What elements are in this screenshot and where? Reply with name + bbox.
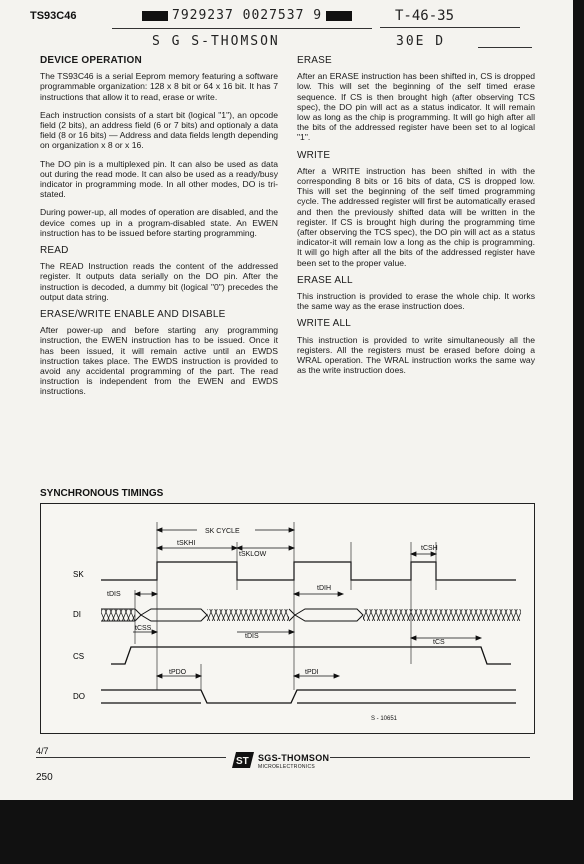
write-all-title: WRITE ALL [297,318,352,330]
sk-waveform [101,562,516,580]
barcode-mark-right [326,11,352,21]
figure-id: S - 10651 [371,716,398,722]
label-t-sklow: tSKLOW [239,551,267,558]
device-operation-p3: The DO pin is a multiplexed pin. It can also be used as data out during the read mode. It can also be used as a ready/busy indicator in programming mode. In all other modes, DO is tri-stated. [40,158,278,200]
timing-diagram [40,503,535,734]
label-t-csh: tCSH [421,545,438,552]
label-sk-cycle: SK CYCLE [205,528,240,535]
device-operation-p4: During power-up, all modes of operation are disabled, and the device comes up in a program-disabled state. An EWEN instruction has to be issued before starting programming. [40,207,278,238]
read-title: READ [40,245,69,257]
signal-label-sk: SK [73,570,84,579]
label-t-css: tCSS [135,625,152,632]
svg-text:ST: ST [236,756,249,767]
part-number: TS93C46 [30,10,77,22]
cs-waveform [111,647,511,664]
label-t-pdi: tPDI [305,669,319,676]
barcode-mark-left [142,11,168,21]
timing-diagram-svg [41,504,534,733]
write-title: WRITE [297,149,331,161]
left-column [40,56,278,405]
barcode-text: 7929237 0027537 9 [172,8,323,23]
write-paragraph: After a WRITE instruction has been shifted in with the corresponding 8 bits or 16 bits of data, CS is dropped low. This will set the beginning of the self timed programming cycle. The addressed register will first be automatically erased and then the previously shifted data will be written in the register. If CS is brought high during the programming time (after observing the TCS spec), the DO pin will act as a status indicator-it will remain low a long as the chip is programming. It will go high after all the bits of the addressed register have been set to the proper value. [297,165,535,268]
ref-underline [380,27,520,28]
date-code: 30E D [396,34,446,49]
di-waveform [101,609,521,621]
synchronous-timings-title: SYNCHRONOUS TIMINGS [40,488,164,499]
right-column [297,56,535,383]
label-t-skhi: tSKHI [177,540,196,547]
header-rule [112,28,372,29]
footer-rule-right [330,757,530,758]
st-logo-icon [232,752,254,768]
label-t-dis: tDIS [107,591,121,598]
label-t-dih: tDIH [317,585,331,592]
company-logo-subtext: MICROELECTRONICS [258,764,316,770]
signal-label-cs: CS [73,652,85,661]
erase-all-title: ERASE ALL [297,274,353,286]
read-paragraph: The READ Instruction reads the content of the addressed register. It outputs data serially on the DO pin. After the instruction is decoded, a dummy bit (logical "0") precedes the output data string. [40,261,278,302]
write-all-paragraph: This instruction is provided to write simultaneously all the registers. All the registers must be erased before doing a WRAL operation. The WRAL instruction works the same way as the write instruction does. [297,334,535,376]
device-operation-p2: Each instruction consists of a start bit (logical "1"), an opcode field (2 bits), an address field (6 or 7 bits) and optionaly a data field (8 or 16 bits) — Address and data fields length depending on organization x 8 or x 16. [40,109,278,151]
do-waveform-high [101,690,516,703]
page-number: 250 [36,772,53,783]
label-t-cs: tCS [433,639,445,646]
company-logo-text: SGS-THOMSON [258,753,330,763]
signal-label-di: DI [73,610,81,619]
erase-title: ERASE [297,55,332,66]
signal-label-do: DO [73,692,85,701]
erase-paragraph: After an ERASE instruction has been shifted in, CS is dropped low. This will set the beginning of the self timed erase sequence. If CS is then brought high (after observing TCS spec), the DO pin will act as a status indicator. It will remain low as long as the chip is programming. It will go high after all the bits of the addressed register have been set to al logical "1". [297,71,535,143]
erase-all-paragraph: This instruction is provided to erase the whole chip. It works the same way as the erase instruction does. [297,291,535,312]
label-t-dis-2: tDIS [245,633,259,640]
manufacturer-line: S G S-THOMSON [152,34,280,49]
reference-code: T-46-35 [395,8,455,24]
device-operation-title: DEVICE OPERATION [40,55,142,66]
page-fraction: 4/7 [36,746,49,756]
erase-write-title: ERASE/WRITE ENABLE AND DISABLE [40,309,226,321]
label-t-pdo: tPDO [169,669,187,676]
erase-write-paragraph: After power-up and before starting any programming instruction, the EWEN instruction has to be issued. Once it has been issued, it will remain active until an EWDS instruction takes place. The EWDS instruction is provided to avoid any accidental programming of the part. The read instruction is independent from the EWEN and EWDS instructions. [40,325,278,397]
header-rule-right [478,47,532,48]
footer-rule-left [36,757,226,758]
reference-lines [135,522,436,690]
device-operation-p1: The TS93C46 is a serial Eeprom memory featuring a software programmable organization: 128 x 8 bit or 64 x 16 bit. It has 7 instructions that allow it to read, erase or write. [40,71,278,102]
barcode-line [138,8,356,23]
